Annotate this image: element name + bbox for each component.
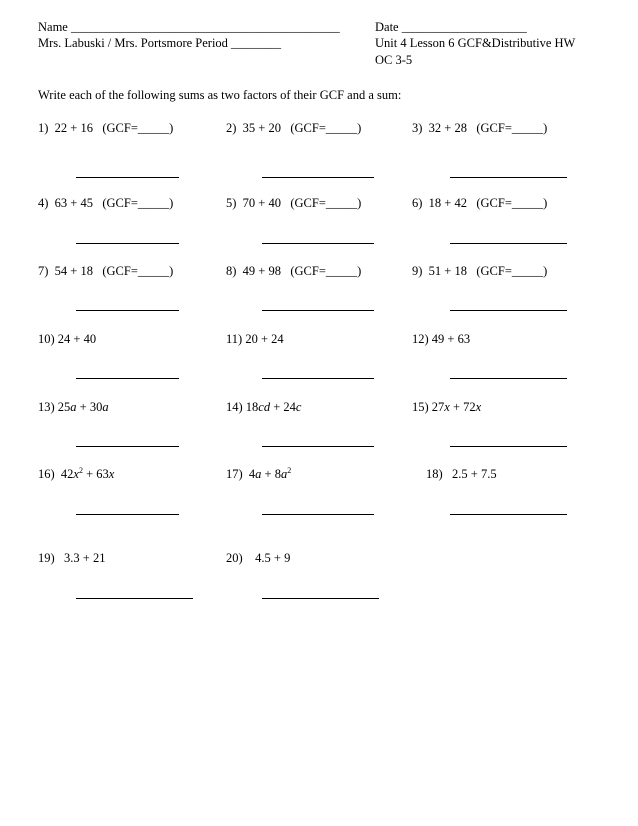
problem-3: 3) 32 + 28 (GCF=_____) xyxy=(412,121,548,135)
name-field: Name ___________________________________________ xyxy=(38,20,340,34)
problem-9: 9) 51 + 18 (GCF=_____) xyxy=(412,264,548,278)
problem-12: 12) 49 + 63 xyxy=(412,332,471,346)
answer-line-18 xyxy=(450,514,567,515)
answer-line-2 xyxy=(262,177,374,178)
answer-line-15 xyxy=(450,446,567,447)
date-field: Date ____________________ xyxy=(375,20,527,34)
answer-line-20 xyxy=(262,598,379,599)
answer-line-12 xyxy=(450,378,567,379)
answer-line-17 xyxy=(262,514,374,515)
problem-5: 5) 70 + 40 (GCF=_____) xyxy=(226,196,362,210)
problem-14: 14) 18cd + 24c xyxy=(226,400,302,414)
problem-18: 18) 2.5 + 7.5 xyxy=(426,467,497,481)
problem-1: 1) 22 + 16 (GCF=_____) xyxy=(38,121,174,135)
problem-17: 17) $4a + 8a^2$ xyxy=(226,466,292,481)
teacher-period: Mrs. Labuski / Mrs. Portsmore Period ________ xyxy=(38,36,282,50)
problem-11: 11) 20 + 24 xyxy=(226,332,284,346)
answer-line-13 xyxy=(76,446,179,447)
answer-line-16 xyxy=(76,514,179,515)
problem-20: 20) 4.5 + 9 xyxy=(226,551,291,565)
oc-code: OC 3-5 xyxy=(375,53,413,67)
instructions: Write each of the following sums as two factors of their GCF and a sum: xyxy=(38,88,402,102)
answer-line-8 xyxy=(262,310,374,311)
answer-line-4 xyxy=(76,243,179,244)
problem-13: 13) 25a + 30a xyxy=(38,400,109,414)
problem-4: 4) 63 + 45 (GCF=_____) xyxy=(38,196,174,210)
problem-10: 10) 24 + 40 xyxy=(38,332,97,346)
answer-line-1 xyxy=(76,177,179,178)
problem-16: 16) $42x^2 + 63x$ xyxy=(38,466,115,481)
problem-7: 7) 54 + 18 (GCF=_____) xyxy=(38,264,174,278)
problem-6: 6) 18 + 42 (GCF=_____) xyxy=(412,196,548,210)
problem-2: 2) 35 + 20 (GCF=_____) xyxy=(226,121,362,135)
answer-line-10 xyxy=(76,378,179,379)
problem-8: 8) 49 + 98 (GCF=_____) xyxy=(226,264,362,278)
problem-15: 15) 27x + 72x xyxy=(412,400,482,414)
answer-line-3 xyxy=(450,177,567,178)
answer-line-14 xyxy=(262,446,374,447)
problem-19: 19) 3.3 + 21 xyxy=(38,551,106,565)
answer-line-5 xyxy=(262,243,374,244)
answer-line-19 xyxy=(76,598,193,599)
answer-line-9 xyxy=(450,310,567,311)
lesson-title: Unit 4 Lesson 6 GCF&Distributive HW xyxy=(375,36,576,50)
answer-line-6 xyxy=(450,243,567,244)
answer-line-11 xyxy=(262,378,374,379)
answer-line-7 xyxy=(76,310,179,311)
